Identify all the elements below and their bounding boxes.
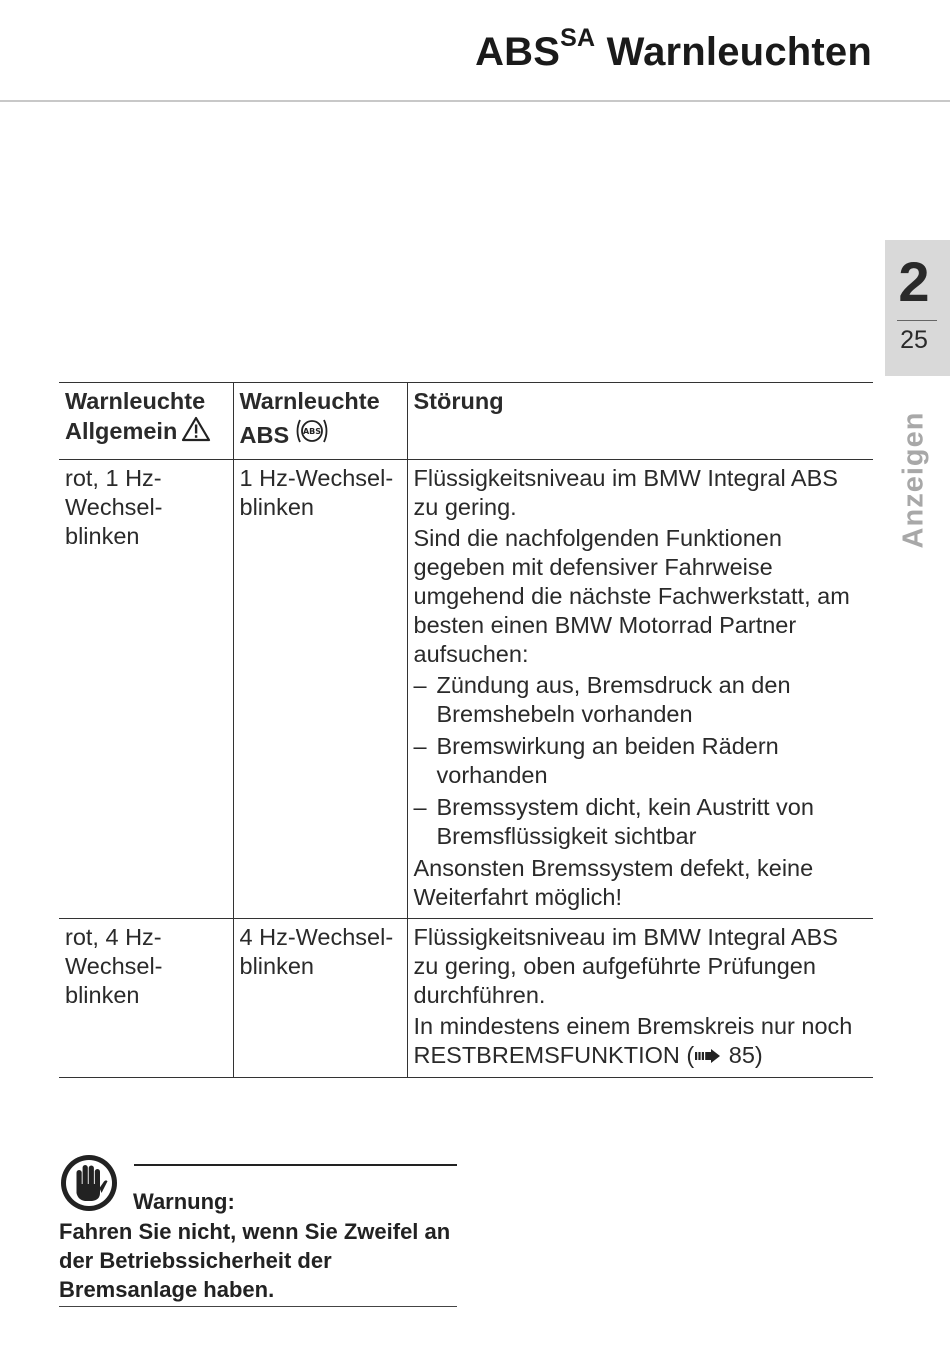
table-row [59,460,873,919]
warning-heading: Warnung: [133,1189,235,1214]
header-fault: Störung [407,383,873,460]
warning-lights-table [59,382,873,1078]
row2-general-light: rot, 4 Hz-Wechsel-blinken [59,919,233,1078]
chapter-divider [897,320,937,321]
page-reference[interactable]: 85 [728,1042,755,1068]
page-title [475,24,872,75]
stop-hand-icon [59,1153,119,1218]
title-rest: Warnleuchten [595,30,872,74]
warning-text: Fahren Sie nicht, wenn Sie Zweifel an der Betriebssicherheit der Bremsanlage haben. [59,1219,451,1302]
page-number: 25 [900,326,928,354]
warning-triangle-icon [181,416,211,449]
svg-text:ABS: ABS [303,427,322,437]
warning-top-divider [134,1164,457,1166]
list-item: – Zündung aus, Bremsdruck an den Bremshebeln vorhanden [414,671,868,729]
title-abs: ABS [475,30,561,74]
row2-fault [407,919,873,1078]
row1-fault-p3: Ansonsten Bremssystem defekt, keine Weiterfahrt möglich! [413,855,814,910]
page-reference-arrow-icon [694,1042,722,1071]
row1-fault-p1: Flüssigkeitsniveau im BMW Integral ABS zu gering. [413,465,838,520]
row1-abs-light: 1 Hz-Wechsel-blinken [233,460,407,919]
table-header-row [59,383,873,460]
header-divider [0,100,950,102]
row1-fault-p2: Sind die nachfolgenden Funktionen gegeben mit defensiver Fahrweise umgehend die nächste Fachwerkstatt, am besten einen BMW Motorrad Partner aufsuchen: [413,525,850,667]
row2-abs-light: 4 Hz-Wechsel-blinken [233,919,407,1078]
row2-fault-p1: Flüssigkeitsniveau im BMW Integral ABS zu gering, oben aufgeführte Prüfungen durchführen. [413,924,838,1008]
chapter-tab [885,240,950,376]
row1-general-light: rot, 1 Hz-Wechsel-blinken [59,460,233,919]
header-general-light: Warnleuchte Allgemein [59,383,233,460]
list-item: – Bremssystem dicht, kein Austritt von Bremsflüssigkeit sichtbar [414,793,868,851]
section-label: Anzeigen [897,411,930,549]
row1-check-list [414,671,868,851]
warning-bottom-divider [59,1306,457,1307]
row2-fault-p2: In mindestens einem Bremskreis nur noch RESTBREMSFUNKTION ( 85) [414,1012,868,1071]
chapter-number: 2 [898,250,930,313]
list-item: – Bremswirkung an beiden Rädern vorhanden [414,732,868,790]
title-superscript: SA [560,24,596,52]
row1-fault [407,460,873,919]
table-row [59,919,873,1078]
abs-lamp-icon [293,416,331,453]
header-abs-light: Warnleuchte ABS ABS [233,383,407,460]
